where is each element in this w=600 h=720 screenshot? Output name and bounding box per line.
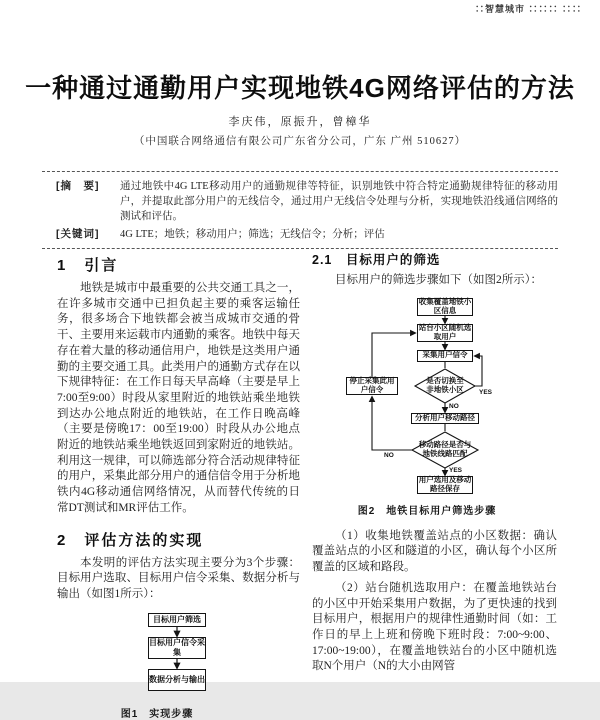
- paper-title: 一种通过通勤用户实现地铁4G网络评估的方法: [25, 73, 575, 103]
- path-match-no-label: NO: [384, 451, 394, 459]
- flow-step-select-users: 目标用户筛选: [148, 613, 206, 627]
- abstract-label: [摘 要]: [56, 180, 100, 192]
- flow-step-collect-signaling: 目标用户信令采集: [149, 638, 205, 657]
- flow-analyze-path-box: 分析用户移动路径: [411, 413, 479, 424]
- flow-collect-signaling-box: 采集用户信令: [417, 350, 473, 362]
- keywords-row: [42, 227, 558, 242]
- section-2-heading: 2 评估方法的实现: [57, 531, 204, 549]
- flow-save-user-box: 用户选用及移动路径保存: [418, 474, 472, 493]
- affiliation-line: （中国联合网络通信有限公司广东省分公司，广东 广州 510627）: [133, 136, 467, 147]
- figure-2-flowchart: [332, 298, 532, 496]
- flow-path-match-decision: 移动路径是否与地铁线路匹配: [418, 439, 472, 458]
- journal-header-mark: ∷智慧城市 ∷∷∷ ∷∷: [474, 4, 582, 14]
- abstract-block: [42, 171, 558, 249]
- right-column: [312, 242, 557, 675]
- flow-random-select-box: 站台小区随机选取用户: [418, 322, 472, 341]
- abstract-text: 通过地铁中4G LTE移动用户的通勤规律等特征，识别地铁中符合特定通勤规律特征的移动用户，并提取此部分用户的无线信令，通过用户无线信令处理与分析，实现地铁沿线通信网络的测试和评估。: [120, 181, 558, 222]
- section-2-1-heading: 2.1 目标用户的筛选: [312, 253, 441, 267]
- flow-handover-decision: 是否切换至非地铁小区: [426, 375, 464, 394]
- keywords-label: [关键词]: [56, 228, 100, 240]
- left-column: [57, 242, 300, 720]
- handover-yes-label: YES: [479, 388, 493, 396]
- figure-2-caption: 图2 地铁目标用户筛选步骤: [357, 505, 497, 517]
- section-2-1-intro: 目标用户的筛选步骤如下（如图2所示）：: [335, 274, 542, 286]
- step-2-paragraph: （2）站台随机选取用户：在覆盖地铁站台的小区中开始采集用户数据，为了更快速的找到目标用户，根据用户的规律性通勤时间（如：工作日的早上上班和傍晚下班时段：7:00~9:00、17:00~19:00），在覆盖地铁站台的小区中随机选取N个用户（N的大小由网管: [312, 581, 557, 673]
- figure-1-flowchart: [97, 611, 257, 699]
- section-2-paragraph: 本发明的评估方法实现主要分为3个步骤：目标用户选取、目标用户信令采集、数据分析与输出（如图1所示）：: [57, 556, 300, 600]
- flow-stop-collect-box: 停止采集此用户信令: [346, 377, 398, 395]
- keywords-text: 4G LTE；地铁；移动用户；筛选；无线信令；分析；评估: [120, 229, 385, 240]
- flow-step-analyze-output: 数据分析与输出: [148, 669, 206, 691]
- section-1-heading: 1 引言: [57, 257, 119, 274]
- figure-1-caption: 图1 实现步骤: [120, 708, 194, 720]
- authors-line: 李庆伟，原振升，曾樟华: [228, 116, 372, 128]
- handover-no-label: NO: [449, 402, 459, 410]
- step-1-paragraph: （1）收集地铁覆盖站点的小区数据：确认覆盖站点的小区和隧道的小区，确认每个小区所覆盖的区域和路段。: [312, 529, 557, 574]
- flow-collect-cells-box: 收集覆盖地铁小区信息: [418, 296, 472, 315]
- path-match-yes-label: YES: [449, 466, 463, 474]
- section-1-paragraph: 地铁是城市中最重要的公共交通工具之一，在许多城市交通中已担负起主要的乘客运输任务，很多场合下地铁都会被当成城市交通的骨干、主要用来运载市内通勤的乘客。地铁中每天存在着大量的移动通信用户，地铁是这类用户通勤的主要交通工具。此类用户的通勤方式存在以下规律特征：在工作日每天早高峰（主要是早上7:00至9:00）时段从家里附近的地铁站乘坐地铁到达办公地点附近的地铁站，在工作日晚高峰（主要是傍晚17：00至19:00）时段从办公地点附近的地铁站乘坐地铁返回到家附近的地铁站。利用这一规律，可以筛选部分符合活动规律特征的用户，采集此部分用户的通信信令用于分析地铁内4G移动通信网络情况，从而替代传统的日常DT测试和MR评估工作。: [57, 282, 300, 514]
- abstract-row: [42, 179, 558, 224]
